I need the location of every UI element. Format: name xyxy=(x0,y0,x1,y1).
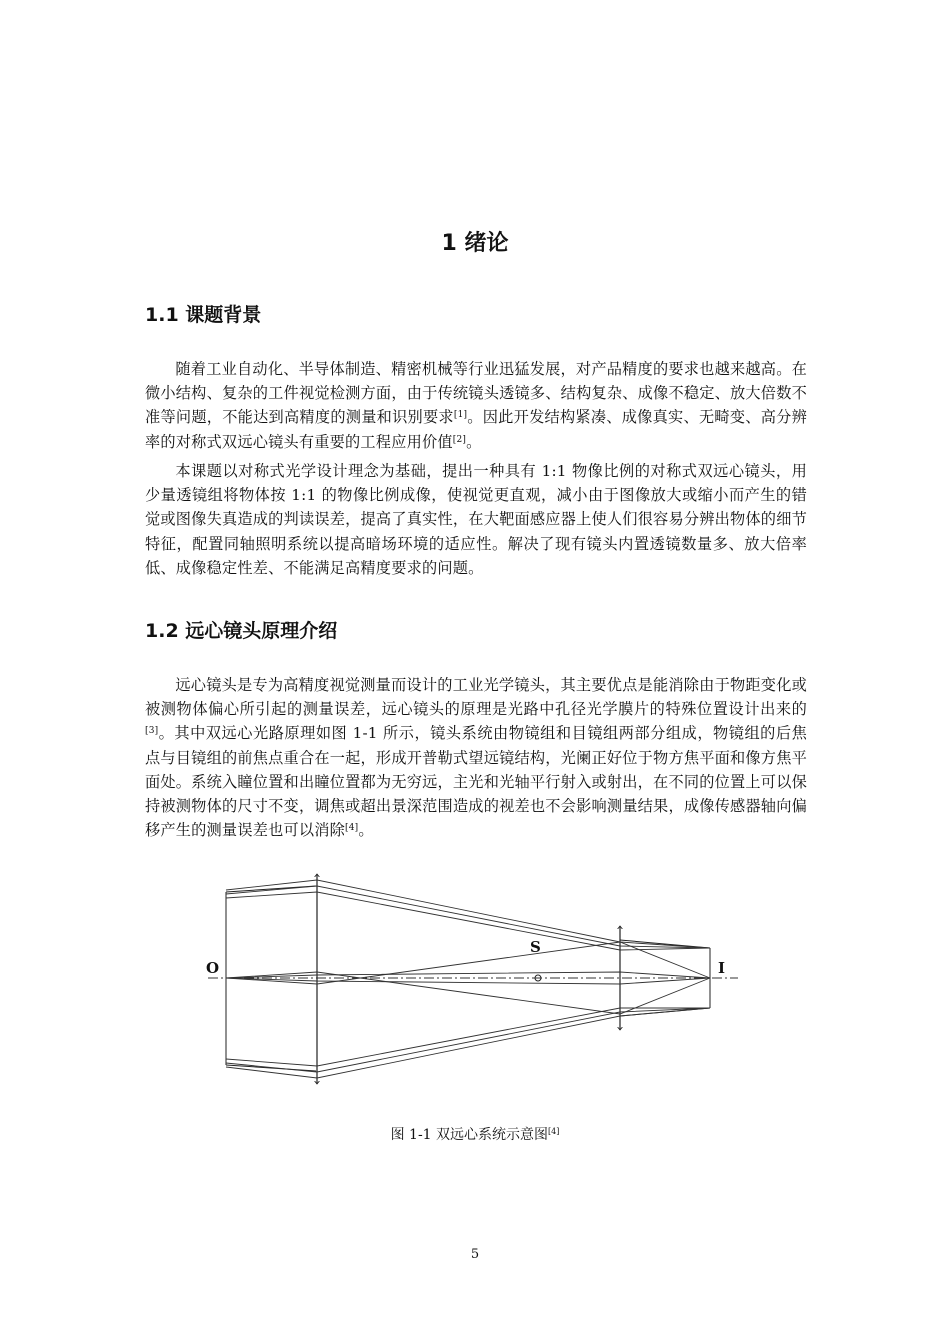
image-label: I xyxy=(718,959,726,977)
caption-text: 图 1-1 双远心系统示意图 xyxy=(390,1127,549,1143)
paragraph-text: 。其中双远心光路原理如图 1-1 所示，镜头系统由物镜组和目镜组两部分组成，物镜组的后焦点与目镜组的前焦点重合在一起，形成开普勒式望远镜结构，光阑正好位于物方焦平面和像方焦平面处。系统入瞳位置和出瞳位置都为无穷远，主光和光轴平行射入或射出，在不同的位置上可以保持被测物体的尺寸不变，调焦或超出景深范围造成的视差也不会影响测量结果，成像传感器轴向偏移产生的测量误差也可以消除 xyxy=(145,724,807,840)
section-title-background: 1.1 课题背景 xyxy=(145,304,262,326)
citation-ref[interactable]: [1] xyxy=(453,410,468,421)
paragraph-text: 。 xyxy=(466,432,482,451)
paragraph-background-1 xyxy=(145,357,807,454)
paragraph-principle xyxy=(145,673,807,842)
light-rays xyxy=(226,880,710,1078)
citation-ref[interactable]: [2] xyxy=(452,434,467,445)
section-title-principle: 1.2 远心镜头原理介绍 xyxy=(145,620,338,642)
page-number: 5 xyxy=(470,1247,480,1262)
paragraph-text: 远心镜头是专为高精度视觉测量而设计的工业光学镜头，其主要优点是能消除由于物距变化或被测物体偏心所引起的测量误差，远心镜头的原理是光路中孔径光学膜片的特殊位置设计出来的 xyxy=(145,676,807,719)
stop-label: S xyxy=(530,938,541,956)
citation-ref[interactable]: [4] xyxy=(548,1127,560,1136)
paragraph-background-2: 本课题以对称式光学设计理念为基础，提出一种具有 1:1 物像比例的对称式双远心镜头，用少量透镜组将物体按 1:1 的物像比例成像，使视觉更直观，减小由于图像放大或缩小而产生的错觉或图像失真造成的判读误差，提高了真实性，在大靶面感应器上使人们很容易分辨出物体的细节特征，配置同轴照明系统以提高暗场环境的适应性。解决了现有镜头内置透镜数量多、放大倍率低、成像稳定性差、不能满足高精度要求的问题。 xyxy=(145,462,807,577)
figure-caption xyxy=(0,1124,950,1144)
citation-ref[interactable]: [4] xyxy=(345,823,359,834)
telecentric-diagram xyxy=(200,860,750,1100)
paragraph-text: 。 xyxy=(358,821,374,840)
citation-ref[interactable]: [3] xyxy=(145,726,159,737)
paragraph-text: 。因此开发结构紧凑、成像真实、无畸变、高分辨率的对称式双远心镜头有重要的工程应用价值 xyxy=(145,408,807,451)
paragraph-text: 随着工业自动化、半导体制造、精密机械等行业迅猛发展，对产品精度的要求也越来越高。在微小结构、复杂的工件视觉检测方面，由于传统镜头透镜多、结构复杂、成像不稳定、放大倍数不准等问题，不能达到高精度的测量和识别要求 xyxy=(145,360,807,427)
chapter-title: 1 绪论 xyxy=(441,231,509,256)
object-label: O xyxy=(206,959,220,977)
